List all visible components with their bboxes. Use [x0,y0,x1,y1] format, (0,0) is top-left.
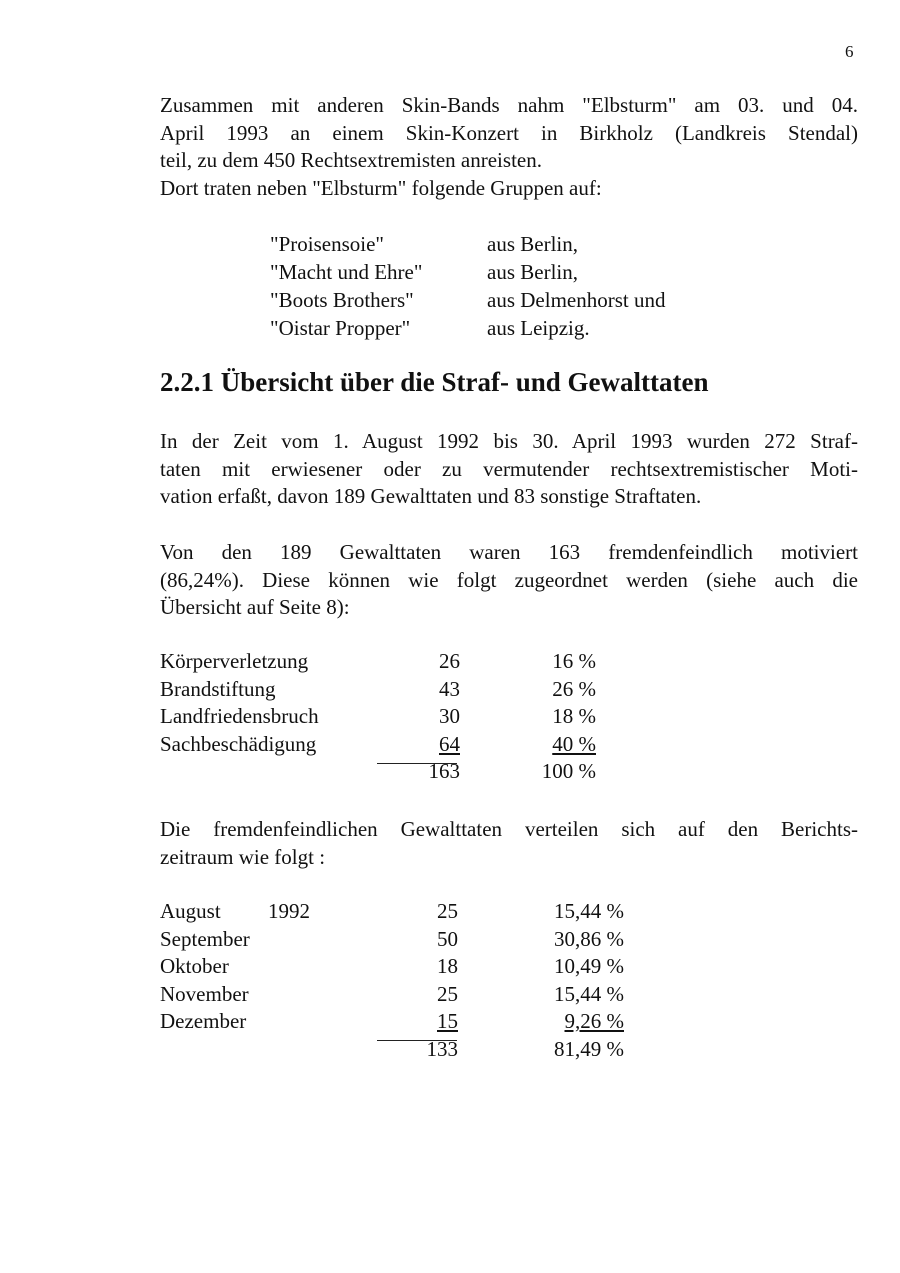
month-count: 15 [437,1009,458,1033]
paragraph-line: Von den 189 Gewalttaten waren 163 fremdenfeindlich motiviert [160,540,858,564]
offense-count: 43 [439,676,460,701]
total-percent: 100 % [541,759,596,783]
offense-type-label: Sachbeschädigung [160,731,317,756]
paragraph-line: (86,24%). Diese können wie folgt zugeordnet werden (siehe auch die [160,567,858,592]
month-label: Dezember [160,1009,247,1033]
section-heading: 2.2.1 Übersicht über die Straf- und Gewalttaten [160,367,709,397]
total-count: 163 [428,759,460,783]
year-label: 1992 [268,899,310,923]
month-percent: 9,26 % [564,1009,624,1033]
offense-summary-paragraph [160,428,858,511]
offense-percent: 26 % [552,676,596,701]
offense-count: 26 [439,649,460,673]
offense-count: 30 [439,704,460,728]
month-percent: 15,44 % [554,899,624,923]
paragraph-line: vation erfaßt, davon 189 Gewalttaten und 83 sonstige Straftaten. [160,484,702,508]
month-percent: 10,49 % [554,954,624,978]
offense-percent: 16 % [552,649,596,673]
paragraph-line: Die fremdenfeindlichen Gewalttaten verteilen sich auf den Berichts- [160,817,858,841]
month-label: September [160,926,250,951]
intro-line: Dort traten neben "Elbsturm" folgende Gruppen auf: [160,175,602,200]
band-origin: aus Delmenhorst und [487,288,666,312]
page-number: 6 [845,42,854,61]
band-origin: aus Berlin, [487,232,578,256]
paragraph-line: In der Zeit vom 1. August 1992 bis 30. April 1993 wurden 272 Straf- [160,429,858,453]
month-percent: 15,44 % [554,981,624,1006]
offense-count: 64 [439,731,460,756]
total-percent: 81,49 % [554,1036,624,1061]
month-count: 25 [437,981,458,1006]
band-name: "Macht und Ehre" [270,260,423,284]
month-label: November [160,981,249,1006]
offense-type-label: Brandstiftung [160,676,276,701]
band-name: "Boots Brothers" [270,288,414,312]
offense-type-label: Körperverletzung [160,649,309,673]
paragraph-line: taten mit erwiesener oder zu vermutender rechtsextremistischer Moti- [160,456,858,481]
monthly-distribution-paragraph [160,816,858,871]
month-count: 50 [437,926,458,951]
intro-paragraph [160,92,858,202]
offense-percent: 40 % [552,731,596,756]
month-label: August [160,899,221,923]
subtotal-rule [377,763,457,764]
band-origin: aus Leipzig. [487,316,590,340]
intro-line: teil, zu dem 450 Rechtsextremisten anreisten. [160,148,542,172]
intro-line: April 1993 an einem Skin-Konzert in Birkholz (Landkreis Stendal) [160,120,858,145]
xenophobic-summary-paragraph [160,539,858,622]
month-label: Oktober [160,954,229,978]
subtotal-rule [377,1040,457,1041]
paragraph-line: Übersicht auf Seite 8): [160,595,350,619]
intro-line: Zusammen mit anderen Skin-Bands nahm "Elbsturm" am 03. und 04. [160,93,858,117]
month-percent: 30,86 % [554,926,624,951]
month-count: 25 [437,899,458,923]
paragraph-line: zeitraum wie folgt : [160,844,326,869]
band-name: "Proisensoie" [270,232,384,256]
band-name: "Oistar Propper" [270,316,411,340]
month-count: 18 [437,954,458,978]
offense-type-label: Landfriedensbruch [160,704,319,728]
offense-percent: 18 % [552,704,596,728]
band-origin: aus Berlin, [487,260,578,284]
total-count: 133 [426,1036,458,1061]
